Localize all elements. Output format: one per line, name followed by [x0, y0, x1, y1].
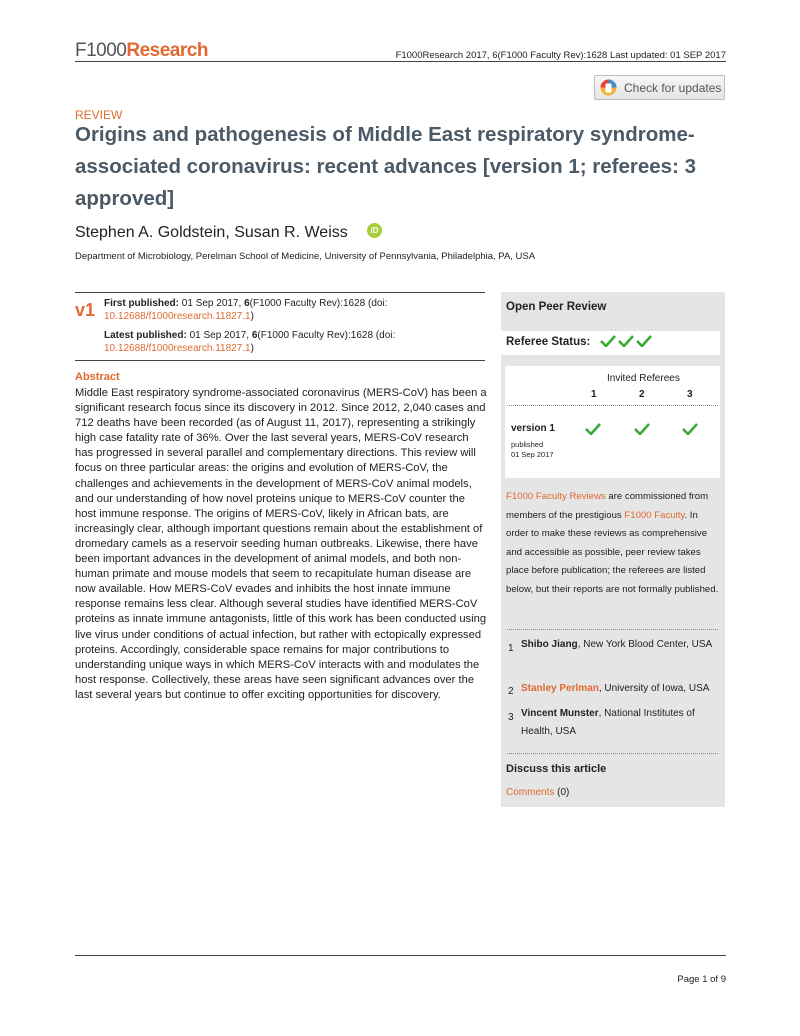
- table-divider: [507, 405, 718, 406]
- referee-column-header: 3: [687, 389, 693, 400]
- approved-check-icon: [600, 335, 616, 347]
- comments-item: Comments (0): [506, 787, 570, 798]
- invited-referees-label: Invited Referees: [607, 373, 680, 384]
- version-row-label[interactable]: version 1: [511, 423, 555, 434]
- footer-divider: [75, 955, 726, 956]
- affiliation: Department of Microbiology, Perelman School of Medicine, University of Pennsylvania, Philadelphia, PA, USA: [75, 251, 536, 262]
- referee-number: 3: [508, 712, 514, 723]
- header-divider: [75, 61, 726, 62]
- referee-status-label: Referee Status:: [506, 336, 591, 348]
- referee-1-approved-icon[interactable]: [585, 423, 601, 435]
- abstract-heading: Abstract: [75, 371, 120, 383]
- published-label: published: [511, 440, 544, 449]
- crossmark-icon: [600, 79, 617, 96]
- latest-published: Latest published: 01 Sep 2017, 6(F1000 Faculty Rev):1628 (doi: 10.12688/f1000research.11827.1): [104, 330, 396, 354]
- referee-item: Stanley Perlman, University of Iowa, USA: [521, 683, 710, 694]
- orcid-icon[interactable]: iD: [367, 223, 382, 238]
- stanley-perlman-link[interactable]: Stanley Perlman: [521, 683, 599, 694]
- publication-bottom-rule: [75, 360, 485, 361]
- referee-item: Vincent Munster, National Institutes of Health, USA: [521, 708, 695, 737]
- f1000research-logo[interactable]: F1000Research: [75, 40, 208, 61]
- published-date: 01 Sep 2017: [511, 450, 554, 459]
- approved-check-icon: [636, 335, 652, 347]
- first-published: First published: 01 Sep 2017, 6(F1000 Faculty Rev):1628 (doi: 10.12688/f1000research.11827.1): [104, 298, 388, 322]
- faculty-reviews-link[interactable]: F1000 Faculty Reviews: [506, 491, 606, 502]
- referee-item: Shibo Jiang, New York Blood Center, USA: [521, 639, 713, 650]
- referee-number: 1: [508, 643, 514, 654]
- article-type: REVIEW: [75, 108, 123, 122]
- publication-top-rule: [75, 292, 485, 293]
- abstract-text: Middle East respiratory syndrome-associated coronavirus (MERS-CoV) has been a significant research focus since its discovery in 2012. Since 2012, 2,040 cases and 712 deaths have been recorded (as of August 11, 2017), representing a strikingly high case fatality rate of 36%. Over the last several years, MERS-CoV research has progressed in several parallel and complementary directions. This review will focus on three particular areas: the origins and evolution of MERS-CoV, the challenges and achievements in the development of MERS-CoV animal models, and our understanding of how novel proteins unique to MERS-CoV counter the host immune response. The origins of MERS-CoV, likely in African bats, are increasingly clear, although important questions remain about the establishment of dromedary camels as a reservoir seeding human outbreaks. Likewise, there have been important advances in the development of animal models, and both non-human primate and mouse models that seem to recapitulate human disease are now available. How MERS-CoV evades and inhibits the host innate immune response remains less clear. Although several studies have identified MERS-CoV proteins as innate immune antagonists, little of this work has been conducted using live virus under conditions of actual infection, but rather with ectopically expressed proteins. Accordingly, considerable space remains for major contributions to understanding unique ways in which MERS-CoV interacts with and modulates the host response. Collectively, these areas have seen significant advances over the last several years but continue to offer exciting opportunities for discovery.: [75, 387, 487, 701]
- latest-doi-link[interactable]: 10.12688/f1000research.11827.1: [104, 343, 251, 354]
- open-peer-review-heading: Open Peer Review: [506, 301, 607, 313]
- f1000-faculty-link[interactable]: F1000 Faculty: [624, 509, 685, 521]
- approved-check-icon: [618, 335, 634, 347]
- comments-link[interactable]: Comments: [506, 787, 555, 798]
- author-list: Stephen A. Goldstein, Susan R. Weiss: [75, 224, 348, 241]
- peer-review-description: F1000 Faculty Reviews are commissioned from members of the prestigious F1000 Faculty. In order to make these reviews as comprehensive and accessible as possible, peer review takes place before publication; the referees are listed below, but their reports are not formally published.: [506, 491, 719, 595]
- page-number: Page 1 of 9: [677, 974, 726, 985]
- first-doi-link[interactable]: 10.12688/f1000research.11827.1: [104, 311, 251, 322]
- discuss-heading: Discuss this article: [506, 763, 607, 775]
- referee-column-header: 2: [639, 389, 645, 400]
- referee-2-approved-icon[interactable]: [634, 423, 650, 435]
- check-for-updates-button[interactable]: [594, 75, 725, 100]
- article-title: Origins and pathogenesis of Middle East respiratory syndrome-associated coronavirus: recent advances [version 1; referees: 3 approved]: [75, 123, 696, 210]
- referee-column-header: 1: [591, 389, 597, 400]
- version-badge: v1: [75, 300, 96, 320]
- referee-number: 2: [508, 686, 514, 697]
- referee-list-bottom-rule: [507, 753, 718, 754]
- check-for-updates-label: Check for updates: [624, 81, 722, 95]
- referee-3-approved-icon[interactable]: [682, 423, 698, 435]
- referee-list-top-rule: [507, 629, 718, 630]
- citation-line: F1000Research 2017, 6(F1000 Faculty Rev):1628 Last updated: 01 SEP 2017: [395, 50, 726, 61]
